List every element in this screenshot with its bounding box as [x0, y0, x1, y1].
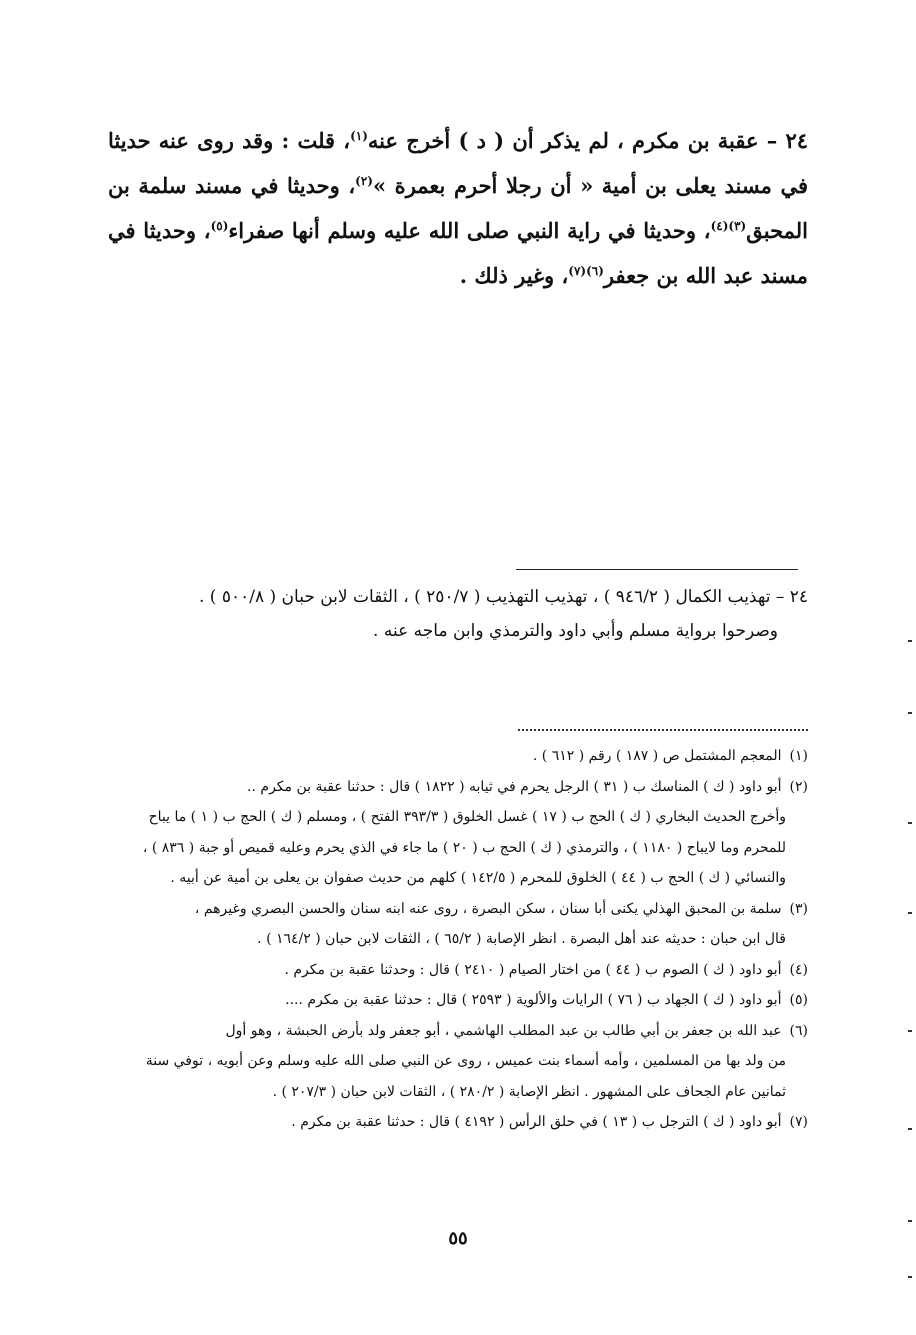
main-text-segment: ، وحديثا في راية النبي صلى الله عليه وسلم أنها صفراء: [228, 218, 711, 243]
footnote-marker: (٧): [789, 1114, 808, 1130]
footnote-4: [108, 955, 808, 986]
margin-tick: [908, 640, 912, 642]
footnote-ref: (٢): [355, 174, 373, 188]
main-text-segment: ، وحديثا في مسند عبد الله بن جعفر: [108, 218, 808, 288]
sources-remark: وصرحوا برواية مسلم وأبي داود والترمذي وابن ماجه عنه .: [373, 621, 778, 641]
margin-tick: [908, 1276, 912, 1278]
footnote-marker: (٥): [789, 992, 808, 1008]
footnotes-separator-rule: [518, 729, 808, 731]
main-text-segment: عقبة بن مكرم ، لم يذكر أن ( د ) أخرج عنه: [367, 128, 759, 153]
footnote-text: سلمة بن المحبق الهذلي يكنى أبا سنان ، سكن البصرة ، روى عنه ابنه سنان والحسن البصري وغيرهم ،: [194, 900, 782, 917]
margin-tick: [908, 822, 912, 824]
entry-number: ٢٤ –: [758, 128, 809, 153]
footnote-marker: (٢): [789, 778, 808, 795]
footnote-5: [108, 985, 808, 1016]
footnote-text: المعجم المشتمل ص ( ١٨٧ ) رقم ( ٦١٢ ) .: [532, 748, 782, 764]
footnote-1: [108, 741, 808, 772]
footnote-text: أبو داود ( ك ) الجهاد ب ( ٧٦ ) الرايات والألوية ( ٢٥٩٣ ) قال : حدثنا عقبة بن مكرم ....: [285, 992, 782, 1008]
footnote-text: أبو داود ( ك ) الصوم ب ( ٤٤ ) من اختار الصيام ( ٢٤١٠ ) قال : وحدثنا عقبة بن مكرم .: [284, 961, 782, 978]
main-text-segment: ، وحديثا في مسند سلمة بن المحبق: [108, 173, 808, 243]
main-entry-paragraph: [108, 118, 808, 298]
footnote-2: [108, 772, 808, 894]
footnote-marker: (٦): [789, 1022, 808, 1039]
footnotes-list: [108, 741, 808, 1138]
margin-tick: [908, 1030, 912, 1032]
footnote-continuation: من ولد بها من المسلمين ، وأمه أسماء بنت عميس ، روى عن النبي صلى الله عليه وسلم وعن أبويه ، توفي سنة ثمانين عام الجحاف على المشهور . انظر الإصابة ( ٢٨٠/٢ ) ، الثقات لابن حبان ( ٢٠٧/٣ ) .: [145, 1053, 786, 1100]
footnote-ref: (٣)(٤): [710, 219, 747, 233]
footnote-continuation: قال ابن حبان : حديثه عند أهل البصرة . انظر الإصابة ( ٦٥/٢ ) ، الثقات لابن حبان ( ١٦٤/٢ ) .: [257, 931, 786, 947]
footnote-continuation: وأخرج الحديث البخاري ( ك ) الحج ب ( ١٧ ) غسل الخلوق ( ٣٩٣/٣ الفتح ) ، ومسلم ( ك ) الحج ب ( ١ ) ما يباح للمحرم وما لايباح ( ١١٨٠ ) ، والترمذي ( ك ) الحج ب ( ٢٠ ) ما جاء في الذي يحرم وعليه قميص أو جبة ( ٨٣٦ ) ، والنسائي ( ك ) الحج ب ( ٤٤ ) الخلوق للمحرم ( ١٤٢/٥ ) كلهم من حديث صفوان بن يعلى بن أمية عن أبيه .: [142, 809, 786, 886]
footnote-text: أبو داود ( ك ) المناسك ب ( ٣١ ) الرجل يحرم في ثيابه ( ١٨٢٢ ) قال : حدثنا عقبة بن مكرم ..: [247, 778, 782, 795]
footnote-text: عبد الله بن جعفر بن أبي طالب بن عبد المطلب الهاشمي ، أبو جعفر ولد بأرض الحبشة ، وهو أول: [225, 1022, 782, 1039]
footnote-marker: (١): [789, 748, 808, 764]
footnote-ref: (٥): [210, 219, 229, 233]
margin-tick: [908, 1128, 912, 1130]
footnote-marker: (٣): [789, 900, 808, 917]
sources-notes: [108, 580, 808, 648]
footnote-3: [108, 894, 808, 955]
main-text-segment: ، قلت : وقد روى عنه حديثا في مسند يعلى بن أمية « أن رجلا أحرم بعمرة »: [108, 128, 808, 198]
margin-tick: [908, 912, 912, 914]
sources-line: ٢٤ – تهذيب الكمال ( ٩٤٦/٢ ) ، تهذيب التهذيب ( ٢٥٠/٧ ) ، الثقات لابن حبان ( ٥٠٠/٨ ) .: [198, 587, 808, 607]
footnote-ref: (٦)(٧): [568, 264, 604, 278]
footnote-text: أبو داود ( ك ) الترجل ب ( ١٣ ) في حلق الرأس ( ٤١٩٢ ) قال : حدثنا عقبة بن مكرم .: [291, 1114, 782, 1130]
footnote-marker: (٤): [789, 961, 808, 978]
footnote-ref: (١): [350, 129, 368, 143]
margin-tick: [908, 712, 912, 714]
main-text-segment: ، وغير ذلك .: [459, 263, 569, 288]
footnote-6: [108, 1016, 808, 1108]
notes-separator-rule: [516, 569, 798, 570]
page-number: ٥٥: [448, 1228, 468, 1249]
footnote-7: [108, 1107, 808, 1138]
margin-tick: [908, 1220, 912, 1222]
